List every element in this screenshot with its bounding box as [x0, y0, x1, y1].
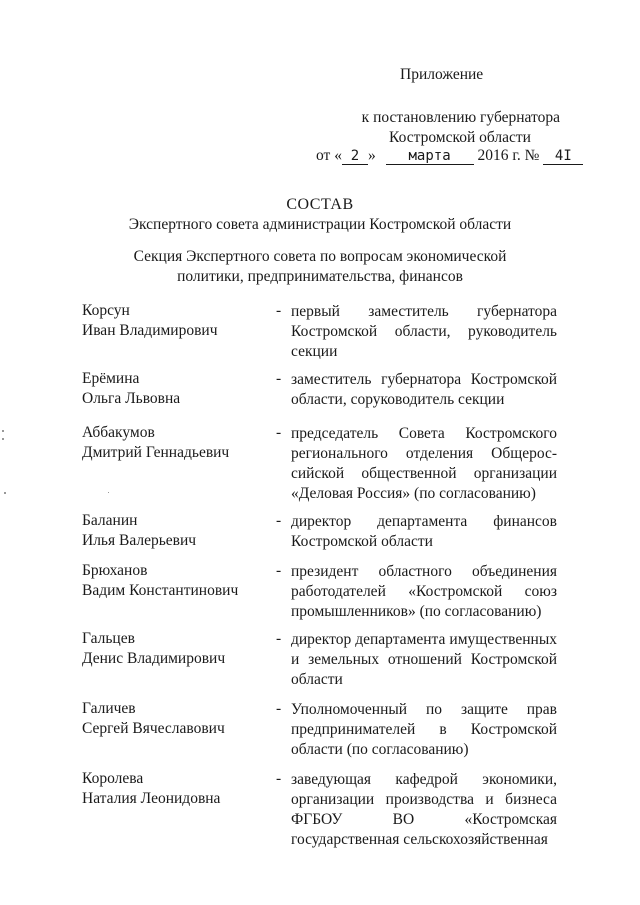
member-dash: - [276, 302, 282, 319]
date-year: 2016 г. № [477, 147, 540, 164]
scan-speck [108, 492, 109, 493]
member-given-names: Сергей Вячеславович [82, 720, 225, 737]
date-number: 4I [543, 148, 583, 165]
member-dash: - [276, 770, 282, 787]
date-prefix: от « [316, 147, 342, 164]
member-given-names: Иван Владимирович [82, 322, 218, 339]
member-surname: Брюханов [82, 562, 148, 579]
council-name: Экспертного совета администрации Костромской области [128, 216, 512, 233]
scan-speck [4, 492, 6, 494]
member-surname: Королева [82, 770, 144, 787]
member-role: заместитель губернатора Костромской области, соруководитель секции [291, 371, 557, 408]
member-dash: - [276, 512, 282, 529]
member-given-names: Дмитрий Геннадьевич [82, 444, 230, 461]
decree-line-2: Костромской области [389, 129, 531, 146]
member-surname: Галичев [82, 700, 136, 717]
decree-line-1: к постановлению губернатора [361, 109, 560, 126]
member-role: первый заместитель губернатора Костромской области, руководитель секции [291, 303, 557, 360]
member-given-names: Ольга Львовна [82, 390, 181, 407]
member-role: директор департамента имущественных и земельных отношений Костромской области [291, 631, 557, 688]
member-dash: - [276, 424, 282, 441]
member-role: Уполномоченный по защите прав предпринимателей в Костромской области (по согласованию) [291, 701, 557, 758]
member-role: президент областного объединения работодателей «Костромской союз промышленников» (по согласованию) [291, 563, 557, 620]
document-title: СОСТАВ [286, 196, 354, 213]
date-mid: » [367, 147, 376, 164]
scan-speck [2, 438, 4, 440]
annex-label: Приложение [400, 66, 484, 83]
member-role: заведующая кафедрой экономики, организации производства и бизнеса ФГБОУ ВО «Костромская государственная сельскохозяйственная [291, 771, 557, 848]
member-role: директор департамента финансов Костромской области [291, 513, 557, 550]
member-given-names: Наталия Леонидовна [82, 790, 221, 807]
scan-speck [2, 430, 4, 432]
member-dash: - [276, 700, 282, 717]
member-given-names: Вадим Константинович [82, 582, 239, 599]
member-surname: Ерёмина [82, 370, 140, 387]
date-day: 2 [342, 148, 368, 165]
member-surname: Гальцев [82, 630, 135, 647]
decree-reference [320, 108, 560, 148]
section-title-line-2: политики, предпринимательства, финансов [177, 268, 463, 285]
member-given-names: Илья Валерьевич [82, 532, 197, 549]
member-surname: Корсун [82, 302, 130, 319]
member-dash: - [276, 370, 282, 387]
member-role: председатель Совета Костромского регионального отделения Общерос-сийской общественной организации «Деловая Россия» (по согласованию) [291, 425, 557, 502]
member-given-names: Денис Владимирович [82, 650, 226, 667]
member-dash: - [276, 562, 282, 579]
decree-date-line [316, 147, 583, 165]
section-title-line-1: Секция Экспертного совета по вопросам экономической [133, 248, 507, 265]
member-surname: Баланин [82, 512, 138, 529]
member-surname: Аббакумов [82, 424, 155, 441]
date-month: марта [386, 148, 474, 165]
member-dash: - [276, 630, 282, 647]
